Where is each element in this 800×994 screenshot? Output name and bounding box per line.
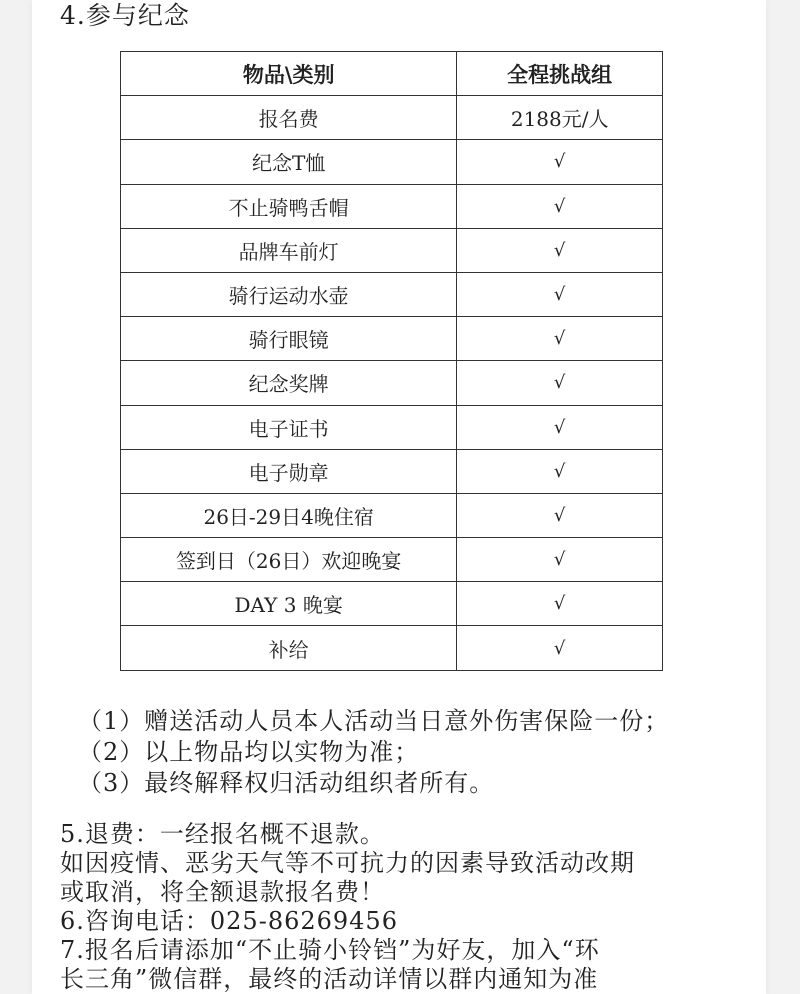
wechat-instruction-line-1: 7.报名后请添加“不止骑小铃铛”为好友，加入“环	[60, 936, 600, 964]
note-final-interpretation: （3）最终解释权归活动组织者所有。	[78, 769, 495, 797]
note-insurance: （1）赠送活动人员本人活动当日意外伤害保险一份；	[78, 707, 670, 735]
table-row	[121, 96, 663, 140]
item-cell: 不止骑鸭舌帽	[121, 184, 457, 228]
table-row	[121, 405, 663, 449]
check-icon: √	[457, 228, 663, 272]
check-icon: √	[457, 361, 663, 405]
table-row	[121, 184, 663, 228]
wechat-instruction-line-2: 长三角”微信群，最终的活动详情以群内通知为准	[60, 965, 599, 993]
header-full-challenge-group: 全程挑战组	[457, 52, 663, 96]
check-icon: √	[457, 317, 663, 361]
table-row	[121, 272, 663, 316]
item-cell: 纪念奖牌	[121, 361, 457, 405]
info-section	[60, 820, 740, 994]
item-cell: 电子证书	[121, 405, 457, 449]
table-row	[121, 493, 663, 537]
item-cell: 骑行眼镜	[121, 317, 457, 361]
item-cell: 补给	[121, 626, 457, 670]
item-cell: 电子勋章	[121, 449, 457, 493]
table-header-row	[121, 52, 663, 96]
refund-detail-line-2: 或取消，将全额退款报名费！	[60, 878, 385, 906]
notes-list	[78, 706, 669, 799]
check-icon: √	[457, 449, 663, 493]
table-row	[121, 317, 663, 361]
table-row	[121, 449, 663, 493]
table-row	[121, 538, 663, 582]
check-icon: √	[457, 538, 663, 582]
table-row	[121, 361, 663, 405]
value-cell: 2188元/人	[457, 96, 663, 140]
check-icon: √	[457, 493, 663, 537]
check-icon: √	[457, 140, 663, 184]
item-cell: 签到日（26日）欢迎晚宴	[121, 538, 457, 582]
items-table	[120, 51, 663, 671]
table-row	[121, 626, 663, 670]
contact-phone: 6.咨询电话：025-86269456	[60, 907, 398, 935]
header-item-category: 物品\类别	[121, 52, 457, 96]
table-row	[121, 582, 663, 626]
refund-detail-line-1: 如因疫情、恶劣天气等不可抗力的因素导致活动改期	[60, 849, 635, 877]
item-cell: 报名费	[121, 96, 457, 140]
check-icon: √	[457, 272, 663, 316]
check-icon: √	[457, 582, 663, 626]
check-icon: √	[457, 184, 663, 228]
check-icon: √	[457, 626, 663, 670]
refund-title: 5.退费：一经报名概不退款。	[60, 820, 385, 848]
item-cell: 品牌车前灯	[121, 228, 457, 272]
note-items-actual: （2）以上物品均以实物为准；	[78, 738, 420, 766]
item-cell: 纪念T恤	[121, 140, 457, 184]
item-cell: 26日-29日4晚住宿	[121, 493, 457, 537]
table-row	[121, 140, 663, 184]
item-cell: 骑行运动水壶	[121, 272, 457, 316]
check-icon: √	[457, 405, 663, 449]
table-row	[121, 228, 663, 272]
section-heading: 4.参与纪念	[60, 1, 190, 30]
item-cell: DAY 3 晚宴	[121, 582, 457, 626]
